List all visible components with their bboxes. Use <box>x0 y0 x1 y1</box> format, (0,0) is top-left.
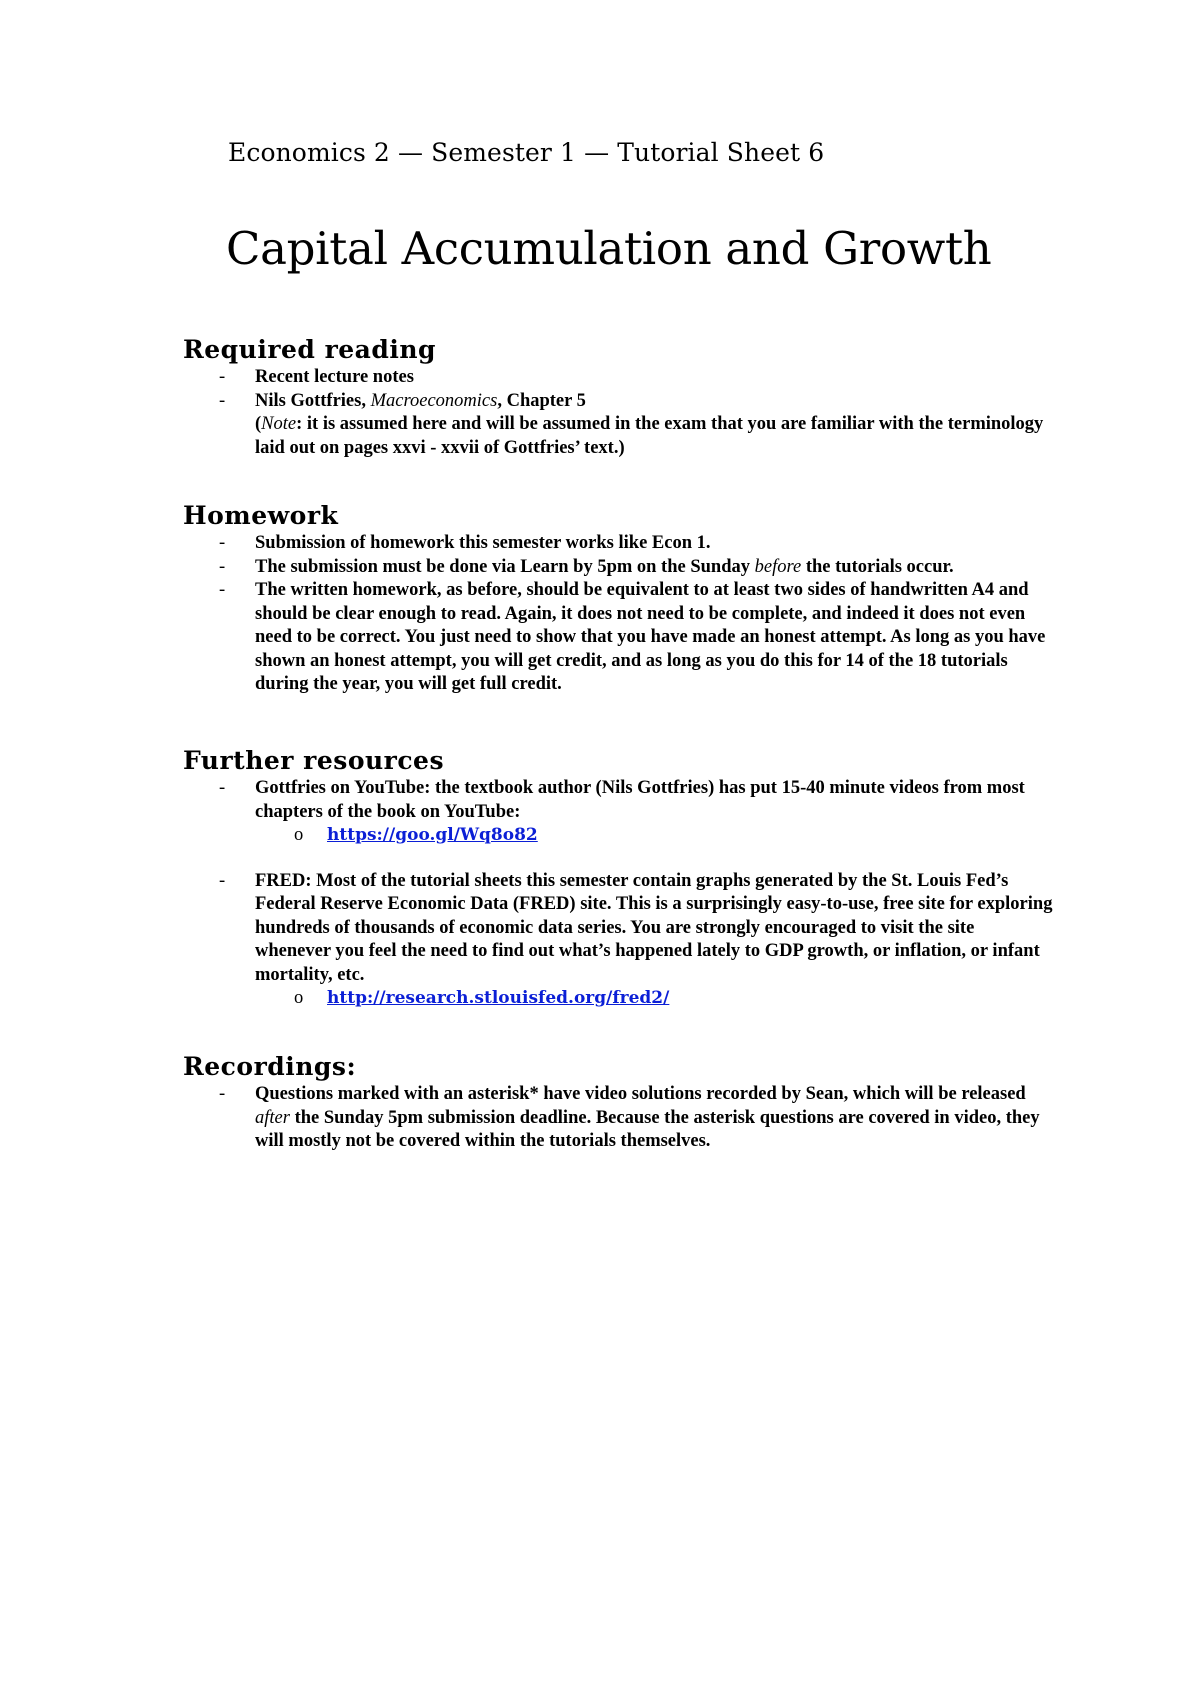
item-text: Recent lecture notes <box>255 367 414 387</box>
note-label: Note <box>261 414 297 434</box>
dash-bullet: - <box>219 1084 226 1104</box>
item-text: The submission must be done via Learn by 5pm on the Sunday <box>255 556 755 577</box>
section-homework <box>183 500 1053 697</box>
item-text: FRED: Most of the tutorial sheets this semester contain graphs generated by the St. Louis Fed’s Federal Reserve Economic Data (FRED) site. This is a surprisingly easy-to-use, free site for exploring hundreds of thousands of economic data series. You are strongly encouraged to visit the site whenever you feel the need to find out what’s happened lately to GDP growth, or inflation, or infant mortality, etc. <box>255 870 1053 985</box>
circle-bullet: o <box>294 988 304 1008</box>
page-title: Capital Accumulation and Growth <box>226 222 992 275</box>
dash-bullet: - <box>219 533 226 553</box>
list <box>183 1083 1053 1154</box>
list-item <box>183 777 1053 848</box>
list-item <box>183 870 1053 1011</box>
course-line: Economics 2 — Semester 1 — Tutorial Sheet 6 <box>228 138 825 167</box>
item-text: Submission of homework this semester works like Econ 1. <box>255 533 711 553</box>
item-text: The written homework, as before, should be equivalent to at least two sides of handwritten A4 and should be clear enough to read. Again, it does not need to be complete, and indeed it does not even need to be correct. You just need to show that you have made an honest attempt. As long as you have shown an honest attempt, you will get credit, and as long as you do this for 14 of the 18 tutorials during the year, you will get full credit. <box>255 580 1046 694</box>
dash-bullet: - <box>219 367 226 387</box>
item-text: Nils Gottfries, <box>255 390 371 411</box>
item-text: Gottfries on YouTube: the textbook author (Nils Gottfries) has put 15-40 minute videos from most chapters of the book on YouTube: <box>255 778 1025 822</box>
item-text: the tutorials occur. <box>801 556 954 577</box>
youtube-link[interactable]: https://goo.gl/Wq8o82 <box>327 825 538 845</box>
sub-list-item <box>183 987 1053 1011</box>
note-text: : it is assumed here and will be assumed in the exam that you are familiar with the terminology laid out on pages xxvi - xxvii of Gottfries’ text.) <box>255 414 1044 458</box>
note-open: ( <box>255 414 262 434</box>
dash-bullet: - <box>219 870 226 891</box>
list-item <box>183 390 1053 461</box>
section-further-resources <box>183 745 1053 1011</box>
section-required-reading <box>183 334 1053 460</box>
section-recordings <box>183 1051 1053 1154</box>
fred-link[interactable]: http://research.stlouisfed.org/fred2/ <box>327 988 670 1008</box>
item-text: Questions marked with an asterisk* have video solutions recorded by Sean, which will be released <box>255 1084 1026 1104</box>
item-text: , Chapter 5 <box>497 390 586 411</box>
circle-bullet: o <box>294 825 304 845</box>
list <box>183 777 1053 1011</box>
list-item <box>183 366 1053 390</box>
section-heading: Recordings: <box>183 1052 357 1081</box>
dash-bullet: - <box>219 556 226 577</box>
section-heading: Further resources <box>183 746 445 775</box>
dash-bullet: - <box>219 580 226 600</box>
list-item <box>183 1083 1053 1154</box>
list <box>183 532 1053 697</box>
emphasis: before <box>754 556 802 577</box>
book-title: Macroeconomics <box>370 390 498 411</box>
list-item <box>183 579 1053 697</box>
list <box>183 366 1053 460</box>
emphasis: after <box>255 1107 290 1128</box>
section-heading: Homework <box>183 501 339 530</box>
sub-list-item <box>183 824 1053 848</box>
item-text: the Sunday 5pm submission deadline. Because the asterisk questions are covered in video, they will mostly not be covered within the tutorials themselves. <box>255 1107 1040 1151</box>
list-item <box>183 556 1053 580</box>
dash-bullet: - <box>219 390 226 411</box>
list-item <box>183 532 1053 556</box>
section-heading: Required reading <box>183 335 437 364</box>
spacer <box>183 848 1053 870</box>
dash-bullet: - <box>219 778 226 798</box>
